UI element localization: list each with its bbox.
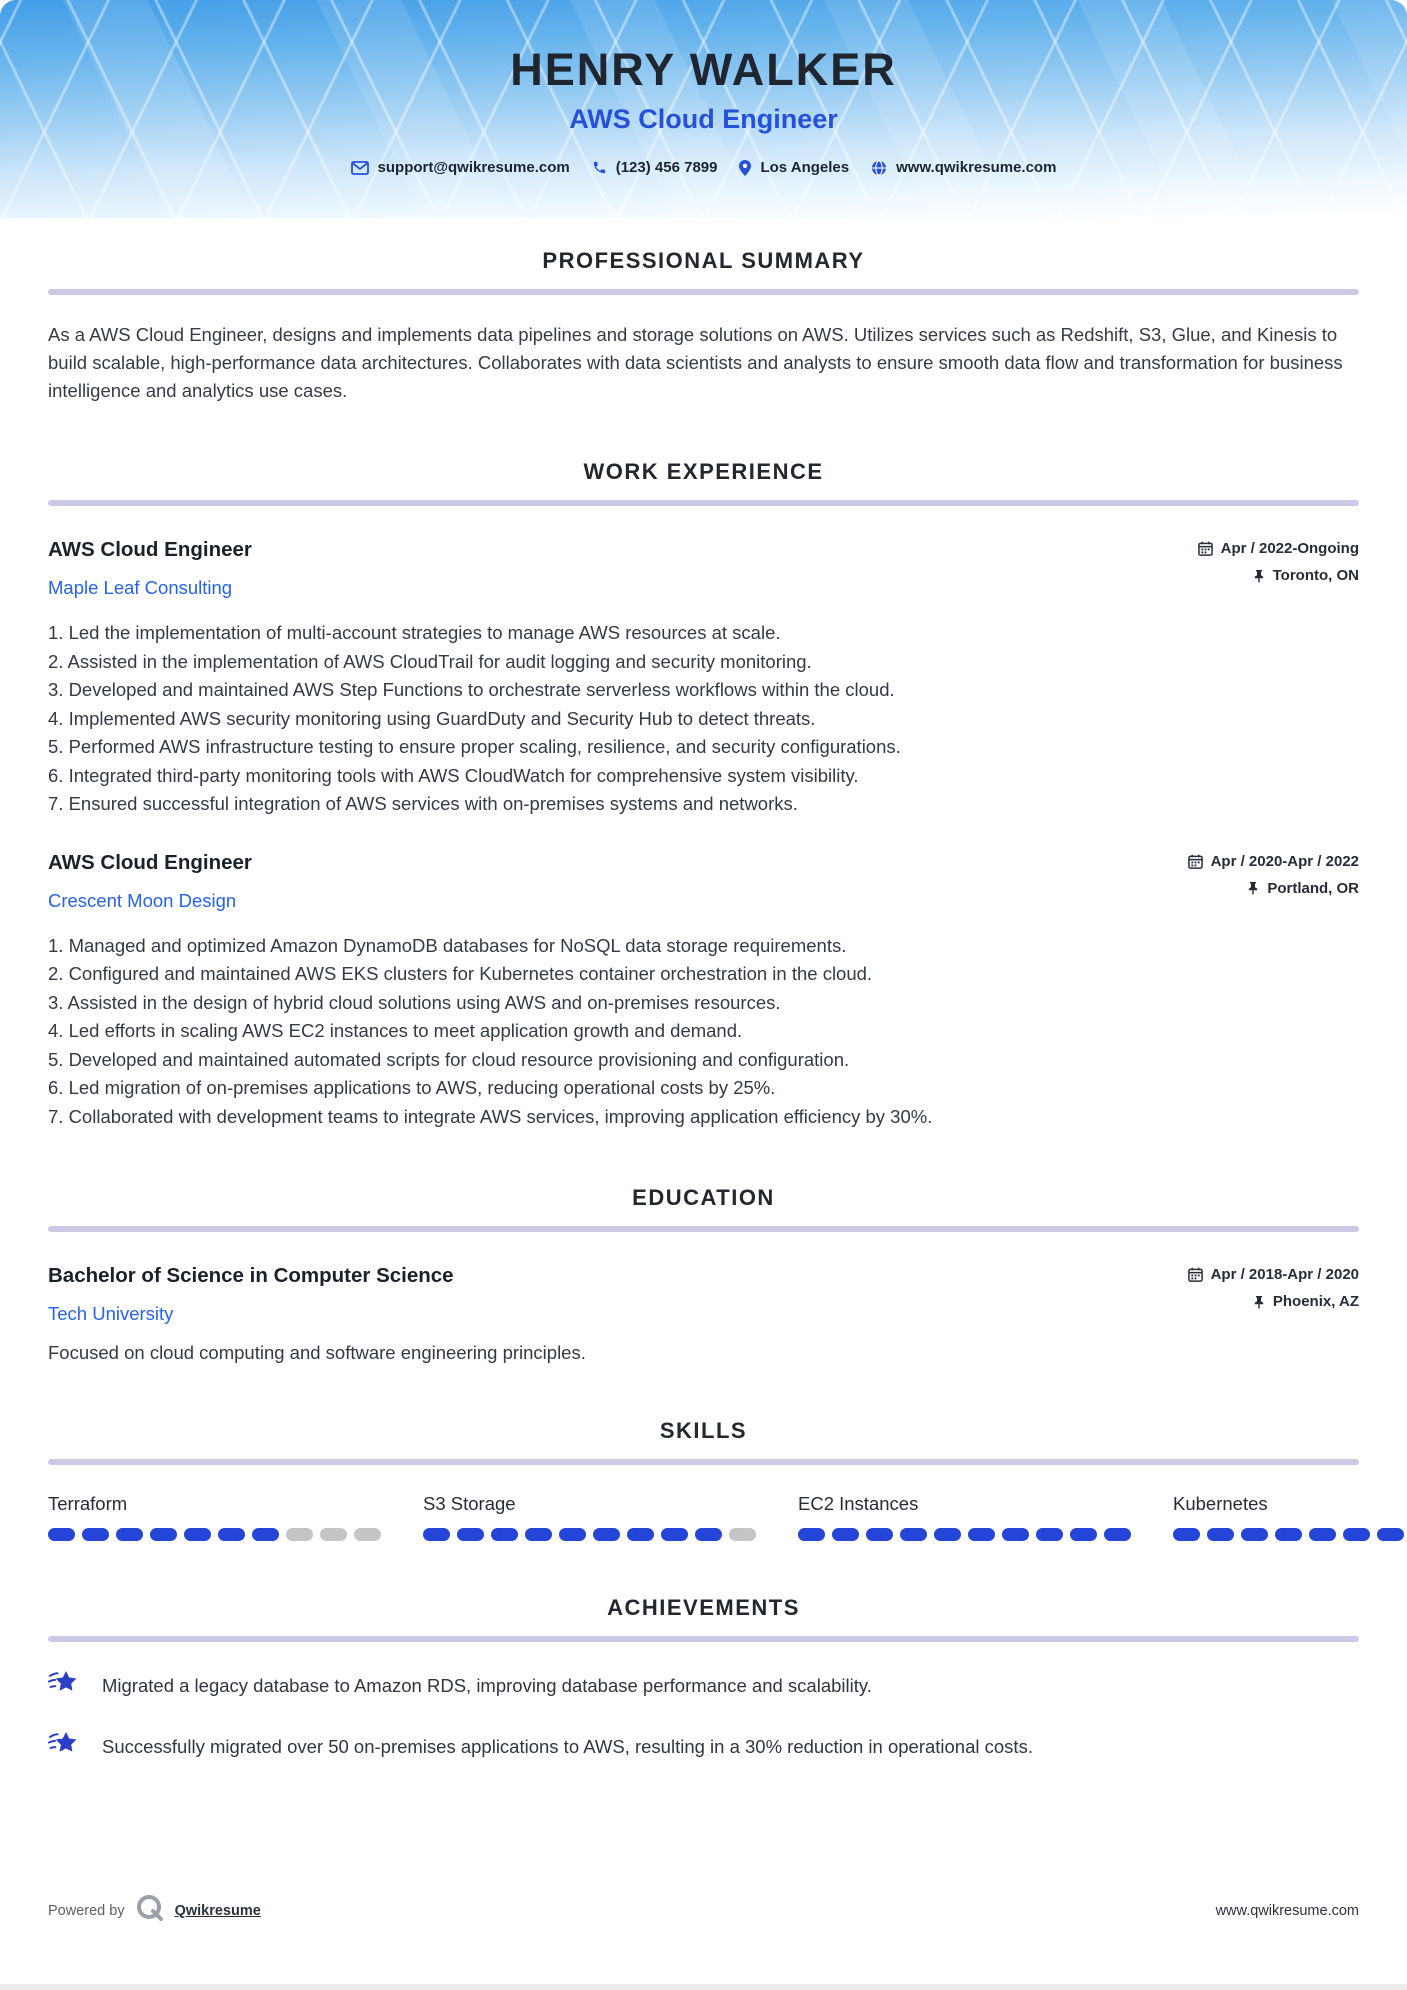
job-dates-text: Apr / 2022-Ongoing	[1220, 540, 1359, 557]
skill-segment-filled	[184, 1528, 211, 1541]
section-heading-achievements: ACHIEVEMENTS	[607, 1595, 800, 1620]
skill-segment-filled	[423, 1528, 450, 1541]
job-dates	[1188, 853, 1359, 870]
contact-location	[739, 159, 849, 176]
education-location	[1253, 1293, 1359, 1310]
job-dates	[1198, 540, 1359, 557]
skill-segment-filled	[1104, 1528, 1131, 1541]
skill-level-bar	[48, 1528, 381, 1541]
skill-segment-filled	[593, 1528, 620, 1541]
skill-segment-filled	[1343, 1528, 1370, 1541]
experience-bullet: 1. Led the implementation of multi-account strategies to manage AWS resources at scale.	[48, 622, 781, 643]
experience-bullet: 7. Collaborated with development teams to integrate AWS services, improving application efficiency by 30%.	[48, 1105, 933, 1127]
candidate-job-title: AWS Cloud Engineer	[569, 104, 838, 134]
education-dates	[1188, 1266, 1359, 1283]
education-entry	[48, 1264, 1359, 1364]
contact-phone-text: (123) 456 7899	[615, 159, 718, 176]
degree-title: Bachelor of Science in Computer Science	[48, 1264, 454, 1287]
job-location-text: Portland, OR	[1267, 879, 1359, 897]
skill-segment-filled	[491, 1528, 518, 1541]
skill-segment-filled	[1070, 1528, 1097, 1541]
experience-bullet: 6. Led migration of on-premises applications to AWS, reducing operational costs by 25%.	[48, 1077, 776, 1098]
contact-email-text: support@qwikresume.com	[377, 159, 570, 176]
education-dates-text: Apr / 2018-Apr / 2020	[1210, 1266, 1359, 1283]
contact-location-text: Los Angeles	[760, 159, 850, 176]
header-banner	[0, 0, 1407, 218]
skill-segment-filled	[48, 1528, 75, 1541]
experience-bullet: 4. Implemented AWS security monitoring using GuardDuty and Security Hub to detect threats.	[48, 707, 816, 729]
skill-item	[798, 1493, 1131, 1541]
section-heading-skills: SKILLS	[659, 1418, 748, 1443]
skill-segment-filled	[968, 1528, 995, 1541]
experience-bullets	[48, 932, 1359, 1132]
experience-bullet: 7. Ensured successful integration of AWS services with on-premises systems and networks.	[48, 793, 798, 814]
shooting-star-icon	[48, 1668, 80, 1703]
skill-segment-empty	[354, 1528, 381, 1541]
skill-segment-filled	[1377, 1528, 1404, 1541]
pushpin-icon	[1253, 569, 1265, 583]
experience-bullet: 2. Assisted in the implementation of AWS CloudTrail for audit logging and security monitoring.	[48, 650, 812, 672]
skill-segment-filled	[150, 1528, 177, 1541]
contact-phone[interactable]	[592, 159, 718, 176]
calendar-icon	[1188, 1267, 1203, 1282]
shooting-star-icon	[48, 1729, 80, 1764]
skill-level-bar	[798, 1528, 1131, 1541]
section-heading-work: WORK EXPERIENCE	[583, 459, 824, 484]
section-divider	[48, 289, 1359, 295]
skill-segment-filled	[252, 1528, 279, 1541]
skill-label: Kubernetes	[1173, 1493, 1268, 1514]
skill-segment-filled	[1173, 1528, 1200, 1541]
experience-bullet: 2. Configured and maintained AWS EKS clusters for Kubernetes container orchestration in the cloud.	[48, 963, 873, 984]
contact-email[interactable]	[351, 159, 570, 176]
skill-segment-filled	[218, 1528, 245, 1541]
skill-segment-filled	[1241, 1528, 1268, 1541]
skill-label: Terraform	[48, 1493, 128, 1514]
school-link[interactable]: Tech University	[48, 1303, 174, 1324]
skill-segment-filled	[900, 1528, 927, 1541]
phone-icon	[592, 160, 607, 175]
education-description: Focused on cloud computing and software engineering principles.	[48, 1342, 586, 1363]
company-link[interactable]: Crescent Moon Design	[48, 889, 237, 911]
calendar-icon	[1188, 854, 1203, 869]
footer-website-text: www.qwikresume.com	[1215, 1902, 1359, 1919]
skill-level-bar	[1173, 1528, 1407, 1541]
skill-segment-filled	[695, 1528, 722, 1541]
skill-label: S3 Storage	[423, 1493, 516, 1514]
section-heading-education: EDUCATION	[632, 1185, 775, 1210]
skill-segment-filled	[866, 1528, 893, 1541]
section-divider	[48, 1636, 1359, 1642]
contact-website-text: www.qwikresume.com	[896, 159, 1057, 176]
skill-segment-filled	[525, 1528, 552, 1541]
location-pin-icon	[739, 160, 751, 176]
experience-bullet: 1. Managed and optimized Amazon DynamoDB databases for NoSQL data storage requirements.	[48, 934, 847, 956]
skill-item	[423, 1493, 756, 1541]
experience-entry	[48, 851, 1359, 1132]
page-footer	[48, 1893, 1359, 1928]
job-location	[1253, 567, 1359, 584]
skill-segment-filled	[627, 1528, 654, 1541]
job-title: AWS Cloud Engineer	[48, 538, 252, 561]
page-bottom-edge	[0, 1984, 1407, 1990]
section-divider	[48, 1459, 1359, 1465]
skill-segment-empty	[286, 1528, 313, 1541]
experience-bullet: 5. Performed AWS infrastructure testing to ensure proper scaling, resilience, and security configurations.	[48, 736, 901, 757]
contact-website[interactable]	[871, 159, 1056, 176]
job-location	[1247, 880, 1359, 897]
calendar-icon	[1198, 541, 1213, 556]
experience-bullet: 3. Developed and maintained AWS Step Functions to orchestrate serverless workflows within the cloud.	[48, 679, 895, 700]
skill-segment-filled	[1309, 1528, 1336, 1541]
candidate-name: HENRY WALKER	[510, 44, 897, 95]
job-title: AWS Cloud Engineer	[48, 850, 252, 874]
skill-segment-filled	[559, 1528, 586, 1541]
powered-by-label: Powered by	[48, 1902, 125, 1919]
experience-entry	[48, 538, 1359, 819]
education-location-text: Phoenix, AZ	[1272, 1293, 1359, 1310]
skill-segment-filled	[457, 1528, 484, 1541]
achievement-text: Migrated a legacy database to Amazon RDS, improving database performance and scalability.	[102, 1674, 872, 1696]
skill-segment-filled	[1036, 1528, 1063, 1541]
pushpin-icon	[1253, 1295, 1265, 1309]
skill-item	[48, 1493, 381, 1541]
qwikresume-brand-link[interactable]: Qwikresume	[174, 1902, 261, 1919]
experience-bullet: 3. Assisted in the design of hybrid cloud solutions using AWS and on-premises resources.	[48, 991, 781, 1013]
experience-bullets	[48, 619, 1359, 819]
envelope-icon	[351, 161, 369, 175]
achievement-text: Successfully migrated over 50 on-premises applications to AWS, resulting in a 30% reduction in operational costs.	[102, 1735, 1033, 1757]
achievement-item	[48, 1729, 1359, 1764]
company-link[interactable]: Maple Leaf Consulting	[48, 577, 233, 598]
section-divider	[48, 1226, 1359, 1232]
resume-content	[0, 248, 1407, 1764]
globe-icon	[871, 160, 887, 176]
pushpin-icon	[1247, 881, 1259, 895]
experience-bullet: 4. Led efforts in scaling AWS EC2 instances to meet application growth and demand.	[48, 1020, 743, 1041]
section-heading-summary: PROFESSIONAL SUMMARY	[542, 248, 865, 273]
experience-bullet: 5. Developed and maintained automated scripts for cloud resource provisioning and configuration.	[48, 1048, 850, 1070]
skill-level-bar	[423, 1528, 756, 1541]
skill-segment-empty	[320, 1528, 347, 1541]
experience-bullet: 6. Integrated third-party monitoring tools with AWS CloudWatch for comprehensive system visibility.	[48, 764, 859, 786]
skill-segment-filled	[116, 1528, 143, 1541]
skill-segment-empty	[729, 1528, 756, 1541]
skill-segment-filled	[82, 1528, 109, 1541]
job-dates-text: Apr / 2020-Apr / 2022	[1210, 852, 1359, 870]
summary-text: As a AWS Cloud Engineer, designs and implements data pipelines and storage solutions on AWS. Utilizes services such as Redshift, S3, Glue, and Kinesis to build scalable, high-performance data architectures. Collaborates with data scientists and analysts to ensure smooth data flow and transformation for business intelligence and analytics use cases.	[48, 324, 1343, 401]
skill-segment-filled	[1002, 1528, 1029, 1541]
skill-segment-filled	[1275, 1528, 1302, 1541]
skill-segment-filled	[832, 1528, 859, 1541]
skill-segment-filled	[661, 1528, 688, 1541]
qwikresume-logo-icon	[135, 1893, 165, 1928]
skill-segment-filled	[1207, 1528, 1234, 1541]
section-divider	[48, 500, 1359, 506]
job-location-text: Toronto, ON	[1272, 567, 1359, 584]
skill-segment-filled	[798, 1528, 825, 1541]
achievement-item	[48, 1668, 1359, 1703]
skill-label: EC2 Instances	[798, 1493, 919, 1514]
skill-segment-filled	[934, 1528, 961, 1541]
skill-item	[1173, 1493, 1407, 1541]
skills-grid	[48, 1493, 1359, 1541]
contact-row	[0, 159, 1407, 176]
